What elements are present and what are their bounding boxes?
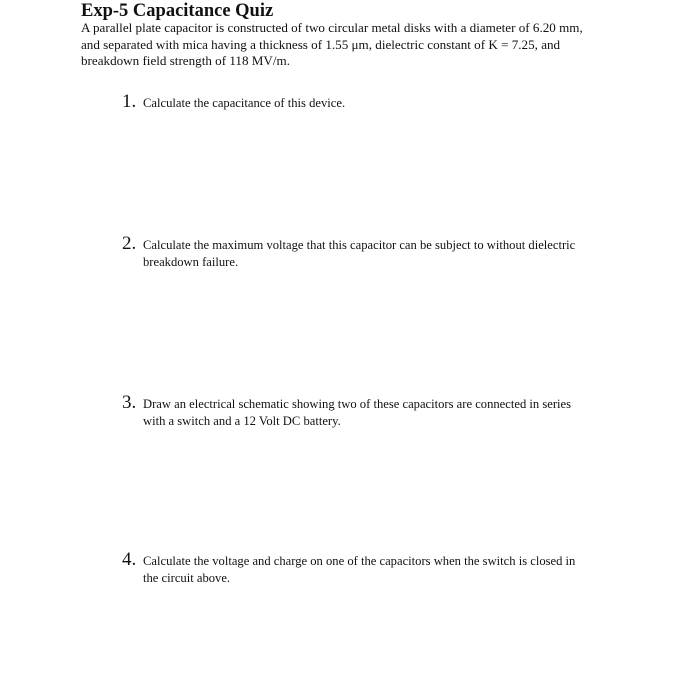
problem-statement-line: breakdown field strength of 118 MV/m. (81, 53, 290, 69)
question-text (143, 95, 623, 112)
problem-statement-line: A parallel plate capacitor is constructed of two circular metal disks with a diameter of 6.20 mm, (81, 20, 583, 35)
question-text (143, 553, 623, 588)
question-text (143, 237, 623, 272)
question-text-line: Draw an electrical schematic showing two of these capacitors are connected in series (143, 397, 572, 411)
question-text-line: with a switch and a 12 Volt DC battery. (143, 414, 341, 429)
question-text-line: Calculate the maximum voltage that this capacitor can be subject to without dielectric (143, 238, 576, 252)
question-text-line: the circuit above. (143, 571, 231, 586)
page-title: Exp-5 Capacitance Quiz (81, 1, 274, 21)
question-text-line: Calculate the capacitance of this device. (143, 96, 346, 110)
problem-statement-line: and separated with mica having a thickness of 1.55 μm, dielectric constant of K = 7.25, and (81, 36, 561, 52)
question-number: 4. (122, 549, 137, 570)
question-number: 2. (122, 233, 137, 254)
question-text (143, 396, 623, 431)
question-number: 3. (122, 392, 137, 413)
question-text-line: breakdown failure. (143, 255, 239, 270)
problem-statement (81, 20, 621, 70)
question-number: 1. (122, 91, 137, 112)
question-text-line: Calculate the voltage and charge on one of the capacitors when the switch is closed in (143, 554, 576, 568)
